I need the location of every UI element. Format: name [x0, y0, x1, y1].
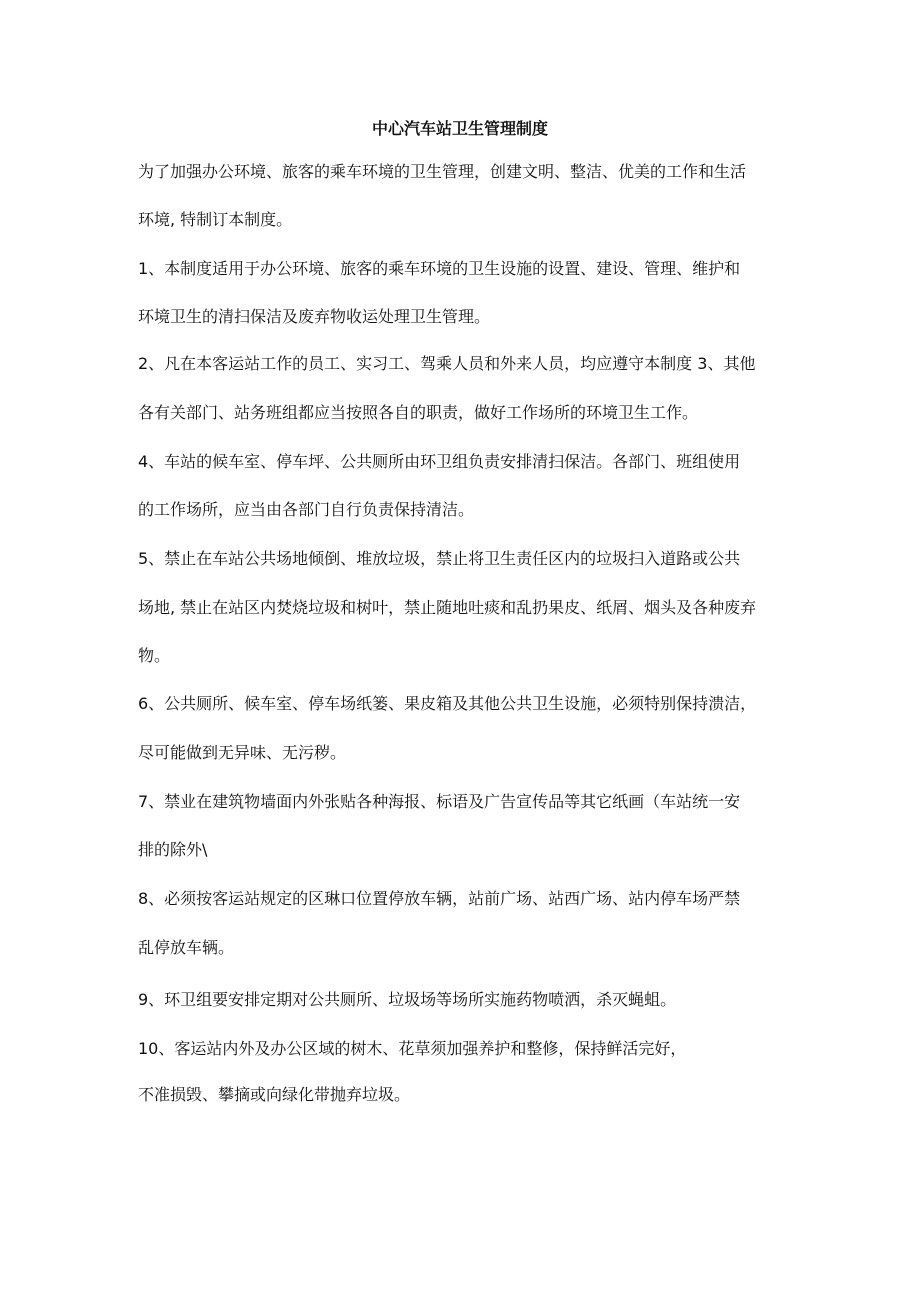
rule-1-line-1: 1、本制度适用于办公环境、旅客的乘车环境的卫生设施的设置、建设、管理、维护和: [138, 259, 741, 278]
rule-8-line-1: 8、必须按客运站规定的区琳口位置停放车辆，站前广场、站西广场、站内停车场严禁: [138, 889, 741, 908]
rule-5-line-3: 物。: [138, 646, 171, 665]
intro-line-1: 为了加强办公环境、旅客的乘车环境的卫生管理，创建文明、整洁、优美的工作和生活: [138, 162, 747, 181]
rule-10-line-2: 不准损毁、攀摘或向绿化带抛弃垃圾。: [138, 1085, 411, 1104]
rule-7-line-2: 排的除外\: [138, 840, 208, 859]
rule-6-line-1: 6、公共厕所、候车室、停车场纸篓、果皮箱及其他公共卫生设施，必须特别保持溃洁，: [138, 694, 757, 713]
rule-10-line-1: 10、客运站内外及办公区域的树木、花草须加强养护和整修，保持鲜活完好，: [138, 1039, 687, 1058]
rule-5-line-2: 场地, 禁止在站区内焚烧垃圾和树叶，禁止随地吐痰和乱扔果皮、纸屑、烟头及各种废弃: [138, 598, 757, 617]
rule-8-line-2: 乱停放车辆。: [138, 938, 235, 957]
intro-line-2: 环境, 特制订本制度。: [138, 210, 293, 229]
rule-2-line-1: 2、凡在本客运站工作的员工、实习工、驾乘人员和外来人员，均应遵守本制度 3、其他: [138, 354, 756, 373]
rule-1-line-2: 环境卫生的清扫保洁及废弃物收运处理卫生管理。: [138, 307, 491, 326]
rule-6-line-2: 尽可能做到无异味、无污秽。: [138, 743, 347, 762]
rule-5-line-1: 5、禁止在车站公共场地倾倒、堆放垃圾，禁止将卫生责任区内的垃圾扫入道路或公共: [138, 549, 741, 568]
document-title: 中心汽车站卫生管理制度: [371, 119, 548, 138]
rule-4-line-2: 的工作场所，应当由各部门自行负责保持清洁。: [138, 500, 475, 519]
rule-7-line-1: 7、禁业在建筑物墙面内外张贴各种海报、标语及广告宣传品等其它纸画（车站统一安: [138, 792, 741, 811]
rule-3-line-1: 各有关部门、站务班组都应当按照各自的职责，做好工作场所的环境卫生工作。: [138, 403, 699, 422]
rule-4-line-1: 4、车站的候车室、停车坪、公共厕所由环卫组负责安排清扫保洁。各部门、班组使用: [138, 452, 741, 471]
rule-9-line-1: 9、环卫组要安排定期对公共厕所、垃圾场等场所实施药物喷洒，杀灭蝇蛆。: [138, 990, 677, 1009]
